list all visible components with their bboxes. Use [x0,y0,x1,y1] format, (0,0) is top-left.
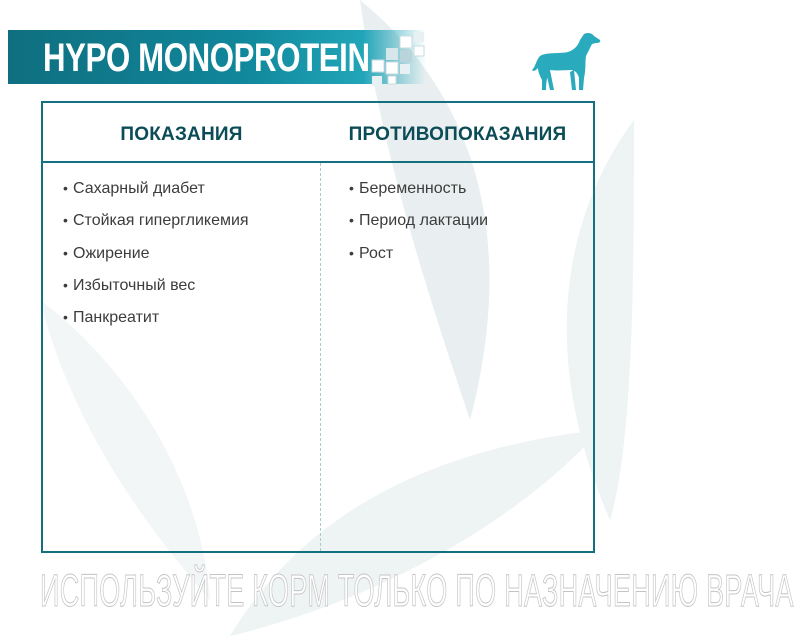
dog-icon [528,30,602,92]
list-item-text: Беременность [359,180,467,197]
list-item [63,276,249,308]
list-item [349,179,488,211]
bullet-icon: • [63,212,68,229]
list-item [63,244,249,276]
list-item [63,308,249,340]
bullet-icon: • [349,180,354,196]
indications-heading: ПОКАЗАНИЯ [120,124,243,145]
indications-table [41,101,595,553]
squares-logo-icon [364,26,434,90]
bullet-icon: • [349,244,354,261]
list-item-text: Рост [359,244,394,262]
list-item [63,179,249,211]
footer-notice: ИСПОЛЬЗУЙТЕ КОРМ ТОЛЬКО ПО НАЗНАЧЕНИЮ ВРАЧА [40,565,794,616]
bullet-icon: • [63,276,68,293]
contraindications-list [349,179,488,276]
product-title: HYPO MONOPROTEIN [43,36,370,80]
table-header-row [43,103,593,163]
list-item [349,244,488,276]
list-item [63,211,249,243]
column-divider [320,163,321,551]
bullet-icon: • [349,212,354,229]
list-item-text: Сахарный диабет [73,180,205,197]
list-item-text: Период лактации [359,212,489,230]
bullet-icon: • [63,309,68,326]
list-item-text: Избыточный вес [73,276,196,294]
indications-list [63,179,249,340]
list-item-text: Ожирение [73,244,150,262]
list-item-text: Панкреатит [73,309,160,327]
bullet-icon: • [63,244,68,261]
bullet-icon: • [63,180,68,196]
contraindications-heading: ПРОТИВОПОКАЗАНИЯ [348,124,567,145]
list-item-text: Стойкая гипергликемия [73,212,249,230]
list-item [349,211,488,243]
